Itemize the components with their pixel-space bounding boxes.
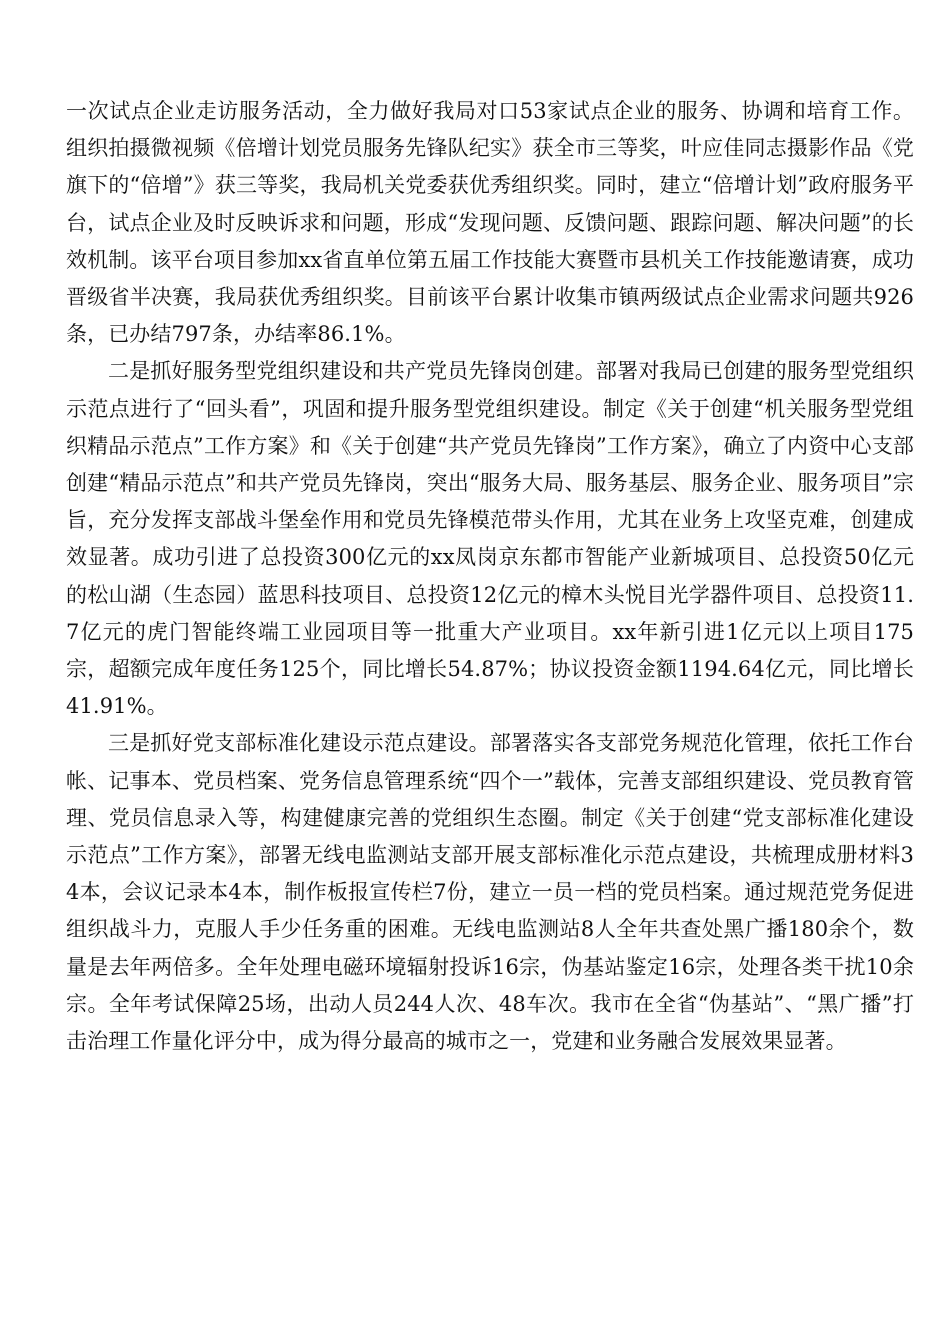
document-body: [66, 93, 914, 1060]
paragraph-1: 一次试点企业走访服务活动，全力做好我局对口53家试点企业的服务、协调和培育工作。组织拍摄微视频《倍增计划党员服务先锋队纪实》获全市三等奖，叶应佳同志摄影作品《党旗下的“倍增”》获三等奖，我局机关党委获优秀组织奖。同时，建立“倍增计划”政府服务平台，试点企业及时反映诉求和问题，形成“发现问题、反馈问题、跟踪问题、解决问题”的长效机制。该平台项目参加xx省直单位第五届工作技能大赛暨市县机关工作技能邀请赛，成功晋级省半决赛，我局获优秀组织奖。目前该平台累计收集市镇两级试点企业需求问题共926条，已办结797条，办结率86.1%。: [66, 99, 914, 347]
paragraph-3: 三是抓好党支部标准化建设示范点建设。部署落实各支部党务规范化管理，依托工作台帐、记事本、党员档案、党务信息管理系统“四个一”载体，完善支部组织建设、党员教育管理、党员信息录入等，构建健康完善的党组织生态圈。制定《关于创建“党支部标准化建设示范点”工作方案》，部署无线电监测站支部开展支部标准化示范点建设，共梳理成册材料34本，会议记录本4本，制作板报宣传栏7份，建立一员一档的党员档案。通过规范党务促进组织战斗力，克服人手少任务重的困难。无线电监测站8人全年共查处黑广播180余个，数量是去年两倍多。全年处理电磁环境辐射投诉16宗，伪基站鉴定16宗，处理各类干扰10余宗。全年考试保障25场，出动人员244人次、48车次。我市在全省“伪基站”、“黑广播”打击治理工作量化评分中，成为得分最高的城市之一，党建和业务融合发展效果显著。: [66, 731, 914, 1054]
paragraph-2: 二是抓好服务型党组织建设和共产党员先锋岗创建。部署对我局已创建的服务型党组织示范点进行了“回头看”，巩固和提升服务型党组织建设。制定《关于创建“机关服务型党组织精品示范点”工作方案》和《关于创建“共产党员先锋岗”工作方案》，确立了内资中心支部创建“精品示范点”和共产党员先锋岗，突出“服务大局、服务基层、服务企业、服务项目”宗旨，充分发挥支部战斗堡垒作用和党员先锋模范带头作用，尤其在业务上攻坚克难，创建成效显著。成功引进了总投资300亿元的xx凤岗京东都市智能产业新城项目、总投资50亿元的松山湖（生态园）蓝思科技项目、总投资12亿元的樟木头悦目光学器件项目、总投资11.7亿元的虎门智能终端工业园项目等一批重大产业项目。xx年新引进1亿元以上项目175宗，超额完成年度任务125个，同比增长54.87%；协议投资金额1194.64亿元，同比增长41.91%。: [66, 359, 914, 719]
